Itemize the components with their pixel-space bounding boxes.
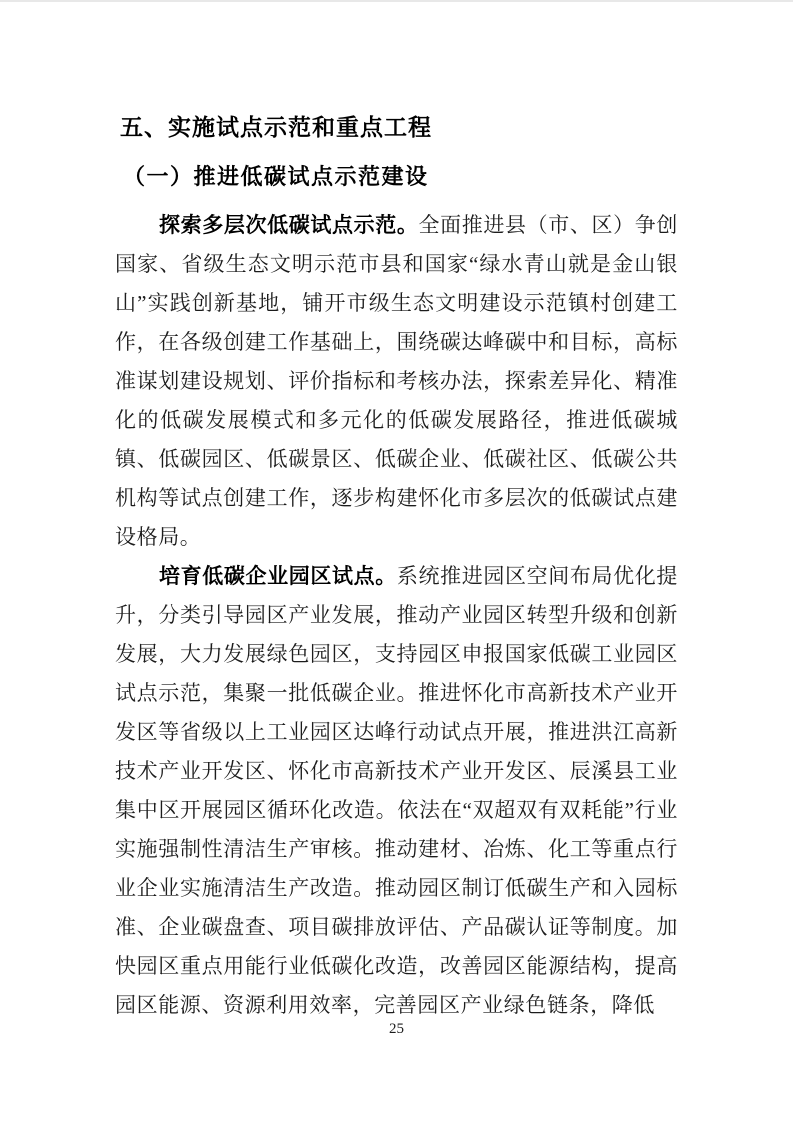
- section-heading: 五、实施试点示范和重点工程: [120, 114, 432, 140]
- subsection-heading: （一）推进低碳试点示范建设: [123, 164, 429, 189]
- paragraph-2-text: 系统推进园区空间布局优化提升，分类引导园区产业发展，推动产业园区转型升级和创新发展，大力发展绿色园区，支持园区申报国家低碳工业园区试点示范，集聚一批低碳企业。推进怀化市高新技术产业开发区等省级以上工业园区达峰行动试点开展，推进洪江高新技术产业开发区、怀化市高新技术产业开发区、辰溪县工业集中区开展园区循环化改造。依法在“双超双有双耗能”行业实施强制性清洁生产审核。推动建材、冶炼、化工等重点行业企业实施清洁生产改造。推动园区制订低碳生产和入园标准、企业碳盘查、项目碳排放评估、产品碳认证等制度。加快园区重点用能行业低碳化改造，改善园区能源结构，提高园区能源、资源利用效率，完善园区产业绿色链条，降低: [115, 564, 678, 1017]
- paragraph-2: [115, 557, 678, 1025]
- page-content: [0, 112, 793, 1025]
- paragraph-1: [115, 206, 678, 557]
- page-top-edge: [0, 0, 793, 2]
- page-number: 25: [389, 1021, 404, 1037]
- paragraph-1-text: 全面推进县（市、区）争创国家、省级生态文明示范市县和国家“绿水青山就是金山银山”实践创新基地，铺开市级生态文明建设示范镇村创建工作，在各级创建工作基础上，围绕碳达峰碳中和目标，高标准谋划建设规划、评价指标和考核办法，探索差异化、精准化的低碳发展模式和多元化的低碳发展路径，推进低碳城镇、低碳园区、低碳景区、低碳企业、低碳社区、低碳公共机构等试点创建工作，逐步构建怀化市多层次的低碳试点建设格局。: [115, 213, 678, 549]
- paragraph-1-lead: 探索多层次低碳试点示范。: [159, 213, 419, 237]
- paragraph-2-lead: 培育低碳企业园区试点。: [159, 564, 397, 588]
